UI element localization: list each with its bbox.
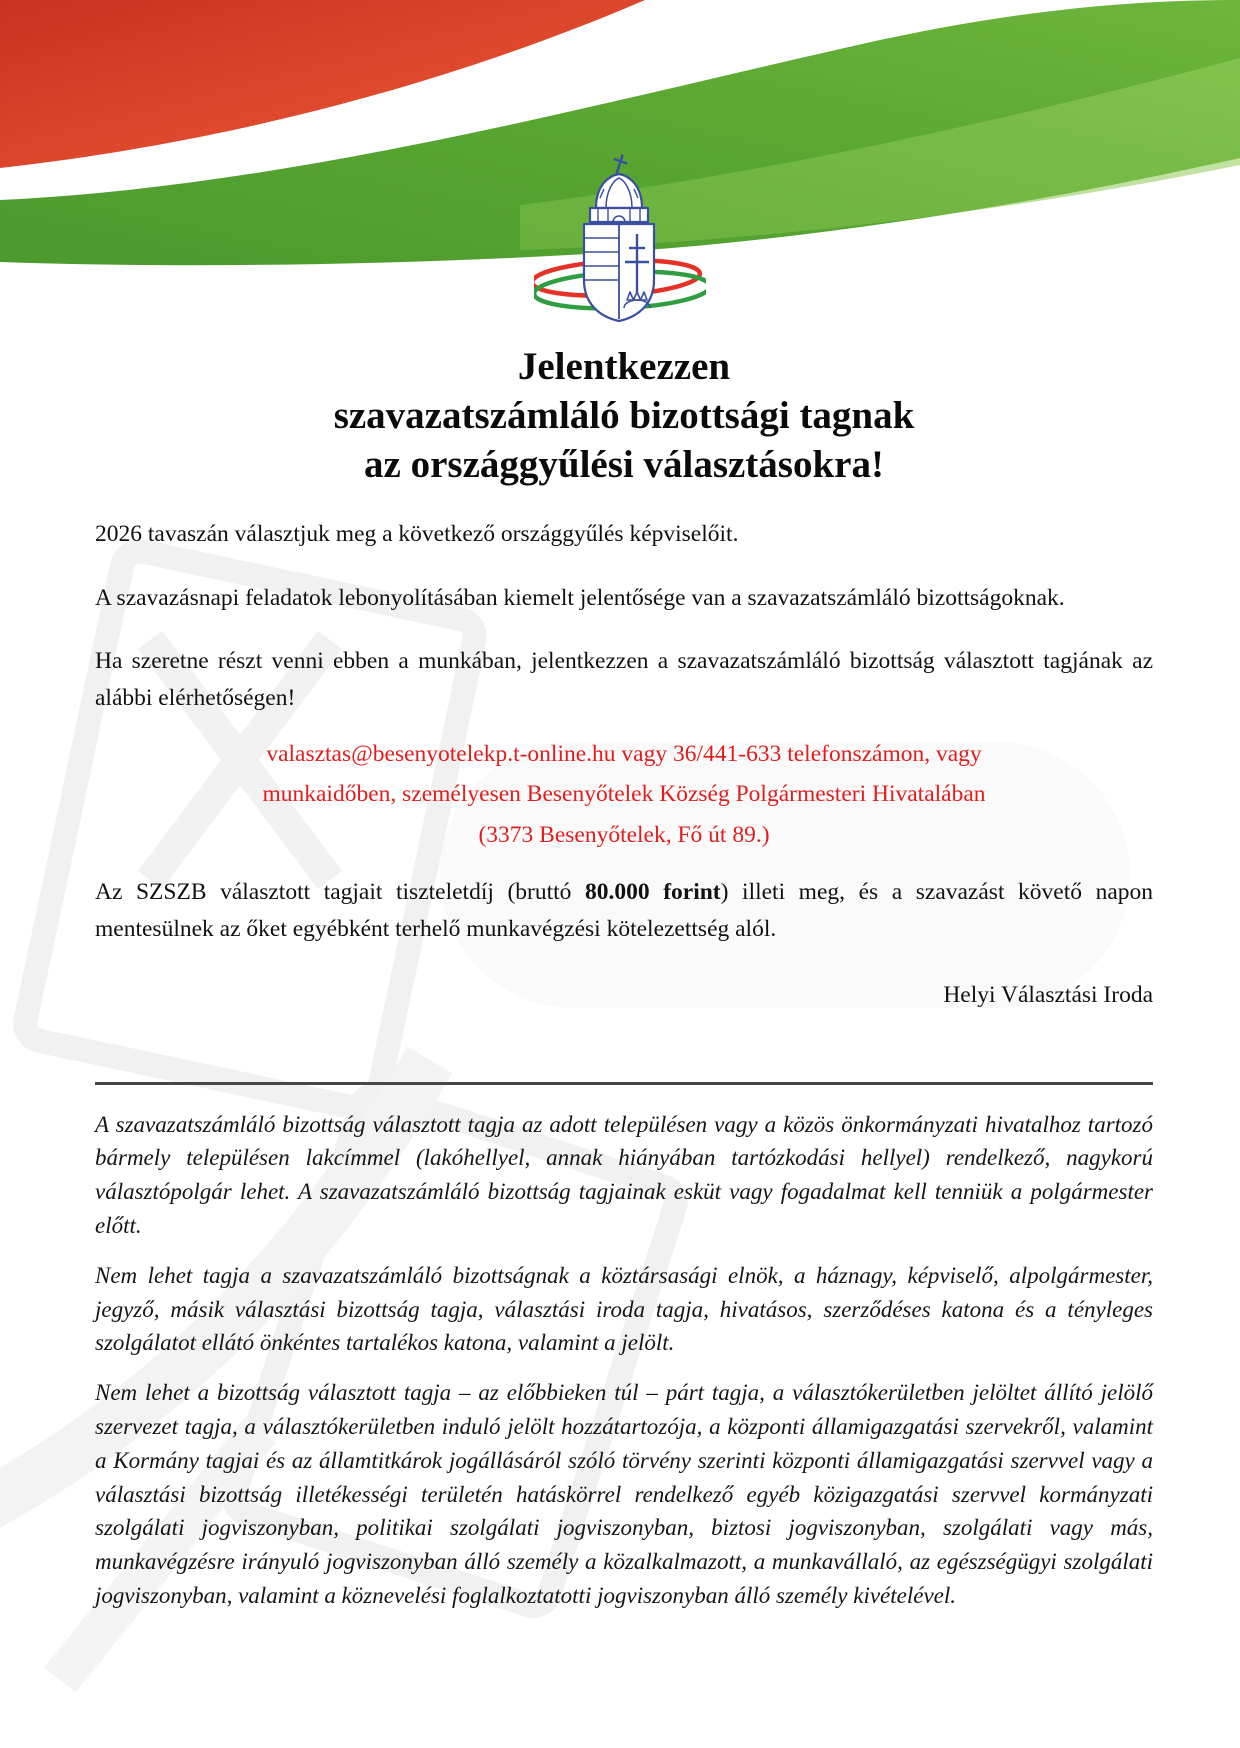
footnote-divider (95, 1082, 1153, 1085)
footnote-eligibility: A szavazatszámláló bizottság választott tagja az adott településen vagy a közös önkormányzati hivatalhoz tartozó bármely településen lakcímmel (lakóhellyel, annak hiányában tartózkodási hellyel) rendelkező, nagykorú választópolgár lehet. A szavazatszámláló bizottság tagjainak esküt vagy fogadalmat kell tenniük a polgármester előtt. (95, 1111, 1153, 1238)
paragraph-honorarium (95, 874, 1153, 948)
contact-line-address: (3373 Besenyőtelek, Fő út 89.) (478, 821, 770, 848)
title-line-3: az országgyűlési választásokra! (364, 443, 884, 487)
honorarium-text-post: ) illeti meg, és a szavazást követő napon mentesülnek az őket egyébként terhelő munkavégzési kötelezettség alól. (95, 879, 1154, 943)
contact-line-office: munkaidőben, személyesen Besenyőtelek Község Polgármesteri Hivatalában (262, 781, 986, 808)
honorarium-amount: 80.000 forint (585, 879, 721, 906)
footnote-exclusions-extended: Nem lehet a bizottság választott tagja – az előbbieken túl – párt tagja, a választókerületben jelöltet állító jelölő szervezet tagja, a választókerületben induló jelölt hozzátartozója, a központi államigazgatási szervekről, valamint a Kormány tagjai és az államtitkárok jogállásáról szóló törvény szerinti központi államigazgatási szervvel vagy a választási bizottság illetékességi területén hatáskörrel rendelkező egyéb közigazgatási szervvel kormányzati szolgálati jogviszonyban, politikai szolgálati jogviszonyban, biztosi jogviszonyban, szolgálati vagy más, munkavégzésre irányuló jogviszonyban álló személy a közalkalmazott, a munkavállaló, az egészségügyi szolgálati jogviszonyban, valamint a köznevelési foglalkoztatotti jogviszonyban álló személy kivételével. (95, 1380, 1153, 1608)
paragraph-invite: Ha szeretne részt venni ebben a munkában, jelentkezzen a szavazatszámláló bizottság választott tagjának az alábbi elérhetőségen! (95, 647, 1153, 711)
document-body (95, 0, 1153, 1613)
contact-line-email-phone: valasztas@besenyotelekp.t-online.hu vagy 36/441-633 telefonszámon, vagy (266, 740, 982, 767)
page-title (95, 342, 1153, 489)
footnote-exclusions-offices: Nem lehet tagja a szavazatszámláló bizottságnak a köztársasági elnök, a háznagy, képviselő, alpolgármester, jegyző, másik választási bizottság tagja, választási iroda tagja, hivatásos, szerződéses katona és a tényleges szolgálatot ellátó önkéntes tartalékos katona, valamint a jelölt. (95, 1262, 1153, 1356)
honorarium-text-pre: Az SZSZB választott tagjait tiszteletdíj (bruttó (95, 879, 585, 906)
title-line-2: szavazatszámláló bizottsági tagnak (333, 394, 915, 438)
signature-local-election-office: Helyi Választási Iroda (943, 982, 1153, 1009)
paragraph-intro: 2026 tavaszán választjuk meg a következő országgyűlés képviselőit. (95, 521, 739, 548)
paragraph-importance: A szavazásnapi feladatok lebonyolításában kiemelt jelentősége van a szavazatszámláló bizottságoknak. (95, 584, 1065, 611)
contact-info-block (95, 734, 1153, 855)
title-line-1: Jelentkezzen (517, 345, 731, 388)
